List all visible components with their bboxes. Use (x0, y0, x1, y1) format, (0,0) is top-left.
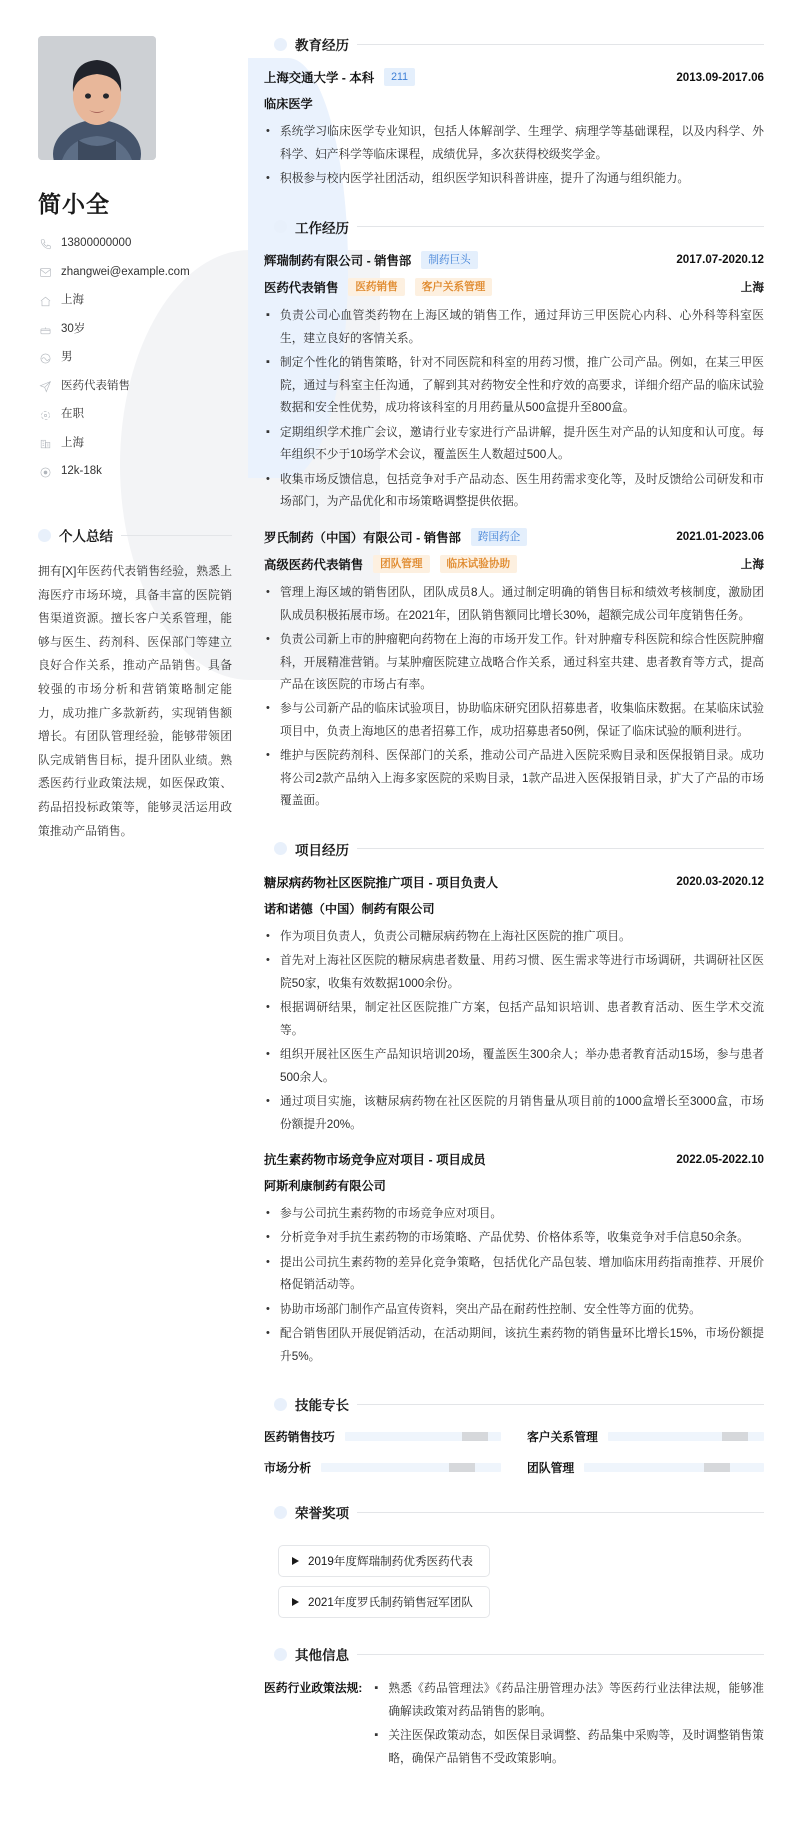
section-divider (357, 44, 764, 45)
bullet-text: 积极参与校内医学社团活动，组织医学知识科普讲座，提升了沟通与组织能力。 (280, 172, 690, 186)
bullet-icon: • (266, 586, 270, 599)
bullet-text: 管理上海区域的销售团队，团队成员8人。通过制定明确的销售目标和绩效考核制度，激励团队成员积极拓展市场。在2021年，团队销售额同比增长30%，超额完成公司年度销售任务。 (280, 586, 764, 622)
other-info-label: 医药行业政策法规: (264, 1681, 363, 1696)
bullet-text: 分析竞争对手抗生素药物的市场策略、产品优势、价格体系等，收集竞争对手信息50余条。 (280, 1231, 749, 1245)
bullet-icon: ▪ (266, 425, 270, 438)
list-item (264, 745, 764, 812)
award-item[interactable] (278, 1586, 490, 1618)
list-item (264, 582, 764, 627)
bullet-icon: • (266, 929, 270, 942)
company-name: 罗氏制药（中国）有限公司 - 销售部 (264, 530, 461, 545)
entry-header (264, 251, 764, 269)
section-header-projects (264, 839, 764, 859)
bullet-text: 定期组织学术推广会议，邀请行业专家进行产品讲解，提升医生对产品的认知度和认可度。每年组织不少于10场学术会议，覆盖医生人数超过500人。 (280, 425, 764, 462)
list-item (264, 698, 764, 743)
bullet-text: 制定个性化的销售策略，针对不同医院和科室的用药习惯，推广公司产品。例如，在某三甲医院，通过与科室主任沟通，了解到其对药物安全性和疗效的高要求，详细介绍产品的临床试验数据和安全性优势，成功将该科室的月用药量从500盒提升至800盒。 (280, 356, 764, 415)
education-bullets (264, 121, 764, 190)
play-triangle-icon (292, 1598, 299, 1606)
list-item (264, 1203, 764, 1225)
skill-progress-bar[interactable] (345, 1432, 501, 1441)
list-item (264, 1044, 764, 1089)
list-item (264, 1252, 764, 1297)
section-header-skills (264, 1394, 764, 1414)
bullet-text: 维护与医院药剂科、医保部门的关系，推动公司产品进入医院采购目录和医保报销目录。成功将公司2款产品纳入上海多家医院的采购目录，1款产品进入医保报销目录，扩大了产品的市场覆盖面。 (280, 749, 764, 808)
major-name: 临床医学 (264, 97, 313, 112)
salary-icon (38, 465, 52, 479)
project-entry (264, 873, 764, 1136)
award-label: 2019年度辉瑞制药优秀医药代表 (308, 1555, 473, 1569)
project-name: 糖尿病药物社区医院推广项目 - 项目负责人 (264, 875, 499, 890)
section-header-education (264, 34, 764, 54)
list-item (264, 305, 764, 350)
contact-value: 男 (61, 351, 73, 364)
bullet-icon: ▪ (266, 309, 270, 322)
project-name: 抗生素药物市场竞争应对项目 - 项目成员 (264, 1153, 486, 1168)
phone-icon (38, 237, 52, 251)
section-dot-icon (274, 1506, 287, 1519)
contact-value: 医药代表销售 (61, 379, 130, 392)
list-item (264, 1323, 764, 1368)
bullet-icon: • (266, 1302, 270, 1315)
skill-tag: 临床试验协助 (440, 555, 518, 573)
other-info-bullets (372, 1678, 764, 1772)
work-location: 上海 (740, 281, 764, 295)
bullet-text: 系统学习临床医学专业知识，包括人体解剖学、生理学、病理学等基础课程，以及内科学、外科学、妇产科学等临床课程，成绩优异，多次获得校级奖学金。 (280, 125, 764, 161)
skill-progress-knob (449, 1463, 475, 1472)
contact-value: 上海 (61, 436, 84, 449)
birthday-icon (38, 323, 52, 337)
work-entry (264, 528, 764, 813)
section-divider (357, 848, 764, 849)
bullet-text: 收集市场反馈信息，包括竞争对手产品动态、医生用药需求变化等，及时反馈给公司研发和市场部门，为产品优化和市场策略调整提供依据。 (280, 472, 764, 509)
bullet-icon: • (266, 472, 270, 485)
skill-label: 医药销售技巧 (264, 1430, 335, 1445)
section-title: 个人总结 (59, 529, 113, 544)
company-tag: 制药巨头 (421, 251, 477, 269)
bullet-text: 配合销售团队开展促销活动，在活动期间，该抗生素药物的销售量环比增长15%，市场份额提升5%。 (280, 1327, 764, 1363)
project-org: 诺和诺德（中国）制药有限公司 (264, 901, 435, 916)
bullet-icon: ▪ (374, 1729, 379, 1742)
list-item (264, 168, 764, 190)
contact-item-job-intent (38, 380, 232, 394)
section-dot-icon (274, 220, 287, 233)
section-title: 工作经历 (295, 220, 349, 236)
work-date: 2017.07-2020.12 (676, 253, 764, 267)
list-item (264, 422, 764, 467)
gender-icon (38, 351, 52, 365)
job-title: 高级医药代表销售 (264, 557, 364, 572)
list-item (264, 469, 764, 514)
contact-item-email (38, 266, 232, 280)
sidebar (0, 0, 256, 1812)
project-org: 阿斯利康制药有限公司 (264, 1179, 386, 1194)
entry-header (264, 68, 764, 86)
bullet-icon: • (266, 702, 270, 715)
contact-item-age (38, 323, 232, 337)
section-header-other (264, 1644, 764, 1664)
contact-item-status (38, 408, 232, 422)
list-item (264, 1299, 764, 1321)
bullet-text: 参与公司抗生素药物的市场竞争应对项目。 (280, 1207, 503, 1221)
bullet-icon: ▪ (266, 356, 270, 369)
section-header-summary (38, 525, 232, 545)
other-info-row (264, 1678, 764, 1772)
bullet-text: 协助市场部门制作产品宣传资料，突出产品在耐药性控制、安全性等方面的优势。 (280, 1302, 701, 1316)
bullet-icon: • (266, 749, 270, 762)
entry-header (264, 1150, 764, 1168)
section-dot-icon (274, 1398, 287, 1411)
section-dot-icon (38, 529, 51, 542)
skill-progress-knob (722, 1432, 748, 1441)
bullet-icon: • (266, 1231, 270, 1244)
section-title: 项目经历 (295, 842, 349, 858)
list-item (264, 1227, 764, 1249)
skill-item (264, 1428, 501, 1445)
work-date: 2021.01-2023.06 (676, 530, 764, 544)
section-dot-icon (274, 38, 287, 51)
school-name: 上海交通大学 - 本科 (264, 71, 375, 86)
bullet-icon: • (266, 125, 270, 138)
section-divider (357, 226, 764, 227)
job-intent-icon (38, 380, 52, 394)
entry-subheader (264, 278, 764, 296)
skill-progress-bar[interactable] (608, 1432, 764, 1441)
home-icon (38, 294, 52, 308)
section-divider (357, 1654, 764, 1655)
skill-grid (264, 1428, 764, 1476)
list-item (264, 926, 764, 948)
contact-value: zhangwei@example.com (61, 265, 190, 278)
contact-value: 12k-18k (61, 465, 102, 478)
section-divider (357, 1404, 764, 1405)
skill-tag: 客户关系管理 (415, 278, 493, 296)
award-item[interactable] (278, 1545, 490, 1577)
section-divider (357, 1512, 764, 1513)
section-divider (121, 535, 232, 536)
status-icon (38, 408, 52, 422)
award-label: 2021年度罗氏制药销售冠军团队 (308, 1596, 473, 1610)
bullet-icon: • (266, 1327, 270, 1340)
bullet-icon: • (266, 1001, 270, 1014)
section-title: 技能专长 (295, 1398, 349, 1414)
play-triangle-icon (292, 1557, 299, 1565)
project-date: 2020.03-2020.12 (676, 875, 764, 889)
contact-item-hometown (38, 294, 232, 308)
list-item (264, 352, 764, 419)
skill-progress-knob (704, 1463, 730, 1472)
skill-item (264, 1459, 501, 1476)
bullet-text: 熟悉《药品管理法》《药品注册管理办法》等医药行业法律法规，能够准确解读政策对药品销售的影响。 (388, 1682, 764, 1718)
awards-list (264, 1536, 764, 1618)
section-title: 荣誉奖项 (295, 1506, 349, 1522)
page-title: 简小全 (38, 191, 110, 217)
bullet-icon: ▪ (374, 1682, 379, 1695)
entry-header (264, 528, 764, 546)
education-date: 2013.09-2017.06 (676, 70, 764, 84)
list-item (372, 1678, 764, 1723)
avatar (38, 36, 156, 160)
work-location: 上海 (740, 557, 764, 571)
section-header-awards (264, 1502, 764, 1522)
job-title: 医药代表销售 (264, 281, 339, 296)
skill-tag: 团队管理 (373, 555, 429, 573)
contact-value: 在职 (61, 408, 84, 421)
bullet-text: 提出公司抗生素药物的差异化竞争策略，包括优化产品包装、增加临床用药指南推荐、开展价格促销活动等。 (280, 1255, 764, 1292)
bullet-icon: • (266, 1048, 270, 1061)
bullet-text: 参与公司新产品的临床试验项目，协助临床研究团队招募患者，收集临床数据。在某临床试验项目中，负责上海地区的患者招募工作，成功招募患者50例，保证了临床试验的顺利进行。 (280, 702, 764, 738)
contact-value: 30岁 (61, 322, 86, 335)
bullet-icon: • (266, 1255, 270, 1268)
contact-item-gender (38, 351, 232, 365)
contact-item-salary (38, 465, 232, 479)
list-item (264, 997, 764, 1042)
list-item (264, 950, 764, 995)
bullet-text: 根据调研结果，制定社区医院推广方案，包括产品知识培训、患者教育活动、医生学术交流等。 (280, 1001, 764, 1037)
skill-tag: 医药销售 (348, 278, 404, 296)
bullet-text: 组织开展社区医生产品知识培训20场，覆盖医生300余人；举办患者教育活动15场，参与患者500余人。 (280, 1048, 764, 1084)
project-entry (264, 1150, 764, 1368)
mail-icon (38, 266, 52, 280)
bullet-text: 负责公司新上市的肿瘤靶向药物在上海的市场开发工作。针对肿瘤专科医院和综合性医院肿瘤科，开展精准营销。与某肿瘤医院建立战略合作关系，通过科室共建、患者教育等方式，提高产品在该医院的市场占有率。 (280, 633, 764, 691)
bullet-text: 首先对上海社区医院的糖尿病患者数量、用药习惯、医生需求等进行市场调研，共调研社区医院50家，收集有效数据1000余份。 (280, 954, 764, 990)
main-column (256, 0, 794, 1812)
list-item (264, 629, 764, 696)
section-dot-icon (274, 1648, 287, 1661)
company-tag: 跨国药企 (471, 528, 527, 546)
bullet-text: 通过项目实施，该糖尿病药物在社区医院的月销售量从项目前的1000盒增长至3000盒，市场份额提升20%。 (280, 1095, 764, 1131)
section-dot-icon (274, 842, 287, 855)
project-bullets (264, 926, 764, 1136)
list-item (264, 121, 764, 166)
skill-progress-bar[interactable] (321, 1463, 501, 1472)
contact-item-phone (38, 237, 232, 251)
skill-label: 市场分析 (264, 1461, 312, 1476)
contact-value: 13800000000 (61, 237, 132, 250)
section-header-work (264, 217, 764, 237)
bullet-text: 作为项目负责人，负责公司糖尿病药物在上海社区医院的推广项目。 (280, 929, 631, 943)
education-tag: 211 (384, 68, 415, 86)
summary-text: 拥有[X]年医药代表销售经验，熟悉上海医疗市场环境，具备丰富的医院销售渠道资源。擅长客户关系管理，能够与医生、药剂科、医保部门等建立良好合作关系，推动产品销售。具备较强的市场分析和营销策略制定能力，成功推广多款新药，实现销售额增长。有团队管理经验，能够带领团队完成销售目标，提升团队业绩。熟悉医药行业政策法规，如医保政策、药品招投标政策等，能够灵活运用政策推动产品销售。 (38, 564, 232, 838)
project-date: 2022.05-2022.10 (676, 1152, 764, 1166)
project-bullets (264, 1203, 764, 1368)
bullet-icon: • (266, 172, 270, 185)
work-bullets (264, 305, 764, 513)
skill-progress-knob (462, 1432, 488, 1441)
skill-label: 客户关系管理 (527, 1430, 598, 1445)
bullet-text: 负责公司心血管类药物在上海区域的销售工作，通过拜访三甲医院心内科、心外科等科室医生，建立良好的客情关系。 (280, 309, 764, 345)
list-item (264, 1091, 764, 1136)
list-item (372, 1725, 764, 1770)
bullet-icon: • (266, 954, 270, 967)
section-title: 其他信息 (295, 1648, 349, 1664)
education-entry (264, 68, 764, 191)
bullet-icon: • (266, 1095, 270, 1108)
entry-header (264, 873, 764, 891)
contact-list (38, 237, 232, 479)
entry-subheader (264, 555, 764, 573)
work-bullets (264, 582, 764, 813)
work-entry (264, 251, 764, 514)
bullet-icon: • (266, 633, 270, 646)
skill-label: 团队管理 (527, 1461, 575, 1476)
skill-progress-bar[interactable] (584, 1463, 764, 1472)
section-title: 教育经历 (295, 38, 349, 53)
city-icon (38, 437, 52, 451)
skill-item (527, 1428, 764, 1445)
skill-item (527, 1459, 764, 1476)
company-name: 辉瑞制药有限公司 - 销售部 (264, 253, 412, 268)
contact-item-city (38, 437, 232, 451)
bullet-text: 关注医保政策动态，如医保目录调整、药品集中采购等，及时调整销售策略，确保产品销售不受政策影响。 (388, 1729, 764, 1765)
bullet-icon: • (266, 1207, 270, 1220)
contact-value: 上海 (61, 294, 84, 307)
